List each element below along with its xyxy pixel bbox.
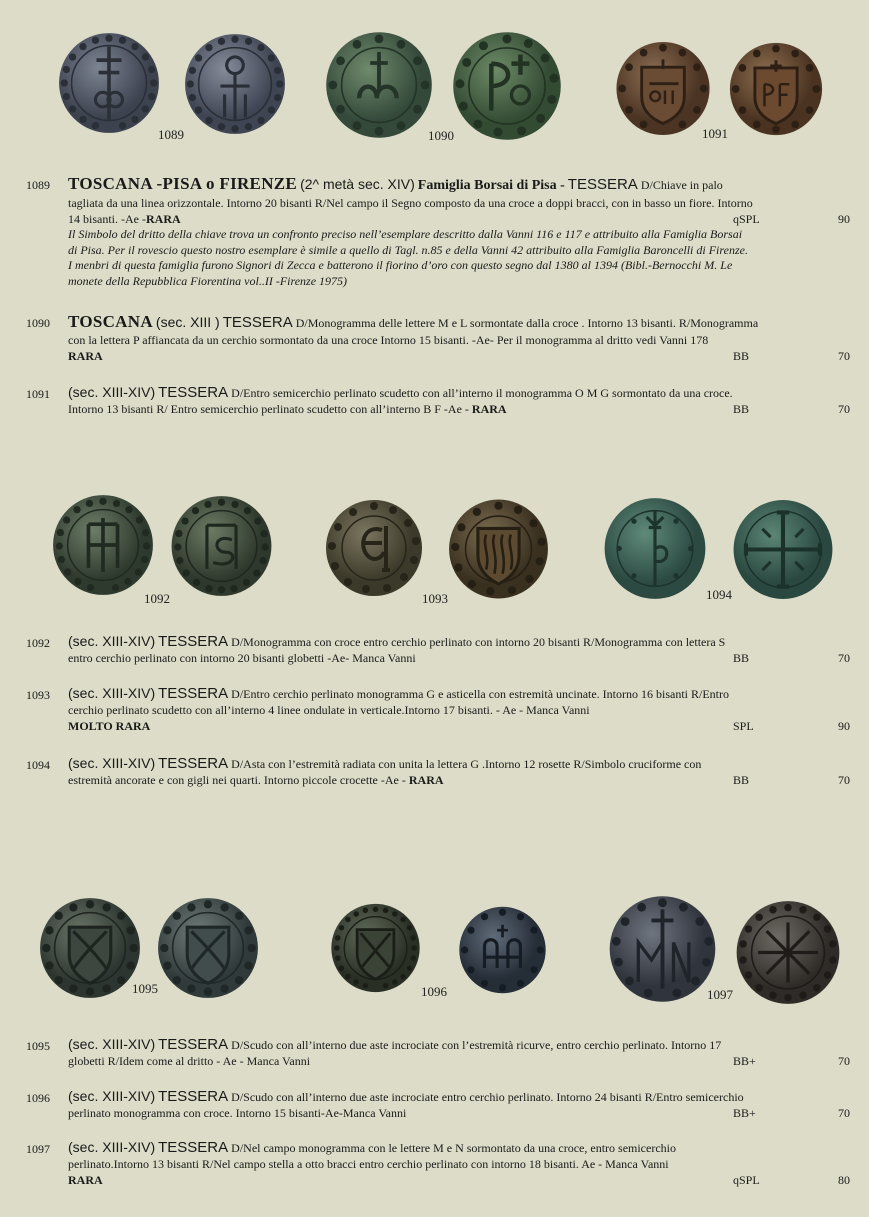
description-line-1: D/Nel campo monogramma con le lettere M e N sormontato da una croce, entro semicerchio <box>231 1141 676 1155</box>
price: 70 <box>838 651 850 665</box>
coin-lot-number: 1090 <box>428 128 454 143</box>
coin-lot-number: 1094 <box>706 587 732 602</box>
region-title: TOSCANA <box>68 312 153 331</box>
coin-image-1092-reverse <box>168 494 275 598</box>
description-line-2: estremità ancorate e con gigli nei quarti. Intorno piccole crocette -Ae - <box>68 773 406 787</box>
coin-image-1094-obverse <box>600 496 710 601</box>
lot-number: 1091 <box>26 387 50 401</box>
description-line-1: D/Monogramma con croce entro cerchio perlinato con intorno 20 bisanti R/Monogramma con lettera S <box>231 635 726 649</box>
price: 70 <box>838 402 850 416</box>
coin-image-1091-reverse <box>727 41 825 137</box>
lot-number: 1095 <box>26 1039 50 1053</box>
grade: BB+ <box>733 1054 756 1068</box>
period: (sec. XIII ) <box>155 314 220 330</box>
price: 70 <box>838 773 850 787</box>
description-line-2: tagliata da una linea orizzontale. Intorno 20 bisanti R/Nel campo il Segno composto da una croce a doppi bracci, con in basso un fiore. Intorno <box>68 196 753 210</box>
item-type: TESSERA <box>567 176 638 193</box>
coin-image-1096-obverse <box>328 902 423 994</box>
grade: BB <box>733 348 750 363</box>
description-line-1: D/Scudo con all’interno due aste incrociate entro cerchio perlinato. Intorno 24 bisanti R/Entro semicerchio <box>231 1090 744 1104</box>
coin-lot-number: 1089 <box>158 127 184 142</box>
item-type: TESSERA <box>158 384 229 401</box>
lot-number: 1090 <box>26 316 50 330</box>
description-line-3: 14 bisanti. -Ae - <box>68 211 146 226</box>
coin-image-1093-reverse <box>447 497 550 601</box>
coin-image-1093-obverse <box>323 498 425 598</box>
period: (sec. XIII-XIV) <box>68 1088 156 1104</box>
coin-image-1095-reverse <box>156 896 260 1000</box>
rarity: MOLTO RARA <box>68 718 151 733</box>
note-line-2: di Pisa. Per il rovescio questo nostro esemplare è simile a quello di Tagl. n.85 e della Vanni 42 attribuito alla Famiglia Baroncelli di Firenze. <box>68 242 748 257</box>
grade: qSPL <box>733 211 760 226</box>
coin-lot-number: 1091 <box>702 126 728 141</box>
coin-lot-number: 1092 <box>144 591 170 606</box>
grade: qSPL <box>733 1172 760 1187</box>
coin-lot-number: 1096 <box>421 984 447 999</box>
note-line-4: monete della Repubblica Fiorentina vol..II -Firenze 1975) <box>68 273 348 288</box>
coin-image-1096-reverse <box>455 905 550 995</box>
lot-number: 1096 <box>26 1091 50 1105</box>
rarity: RARA <box>68 348 103 363</box>
lot-number: 1094 <box>26 758 50 772</box>
period: (sec. XIII-XIV) <box>68 633 156 649</box>
item-type: TESSERA <box>158 685 229 702</box>
coin-image-1089-obverse <box>55 31 163 135</box>
grade: BB <box>733 402 750 416</box>
description-line-2: con la lettera P affiancata da un cerchio sormontato da una croce Intorno 15 bisanti. -Ae- Per il monogramma al dritto vedi Vanni 178 <box>68 333 709 347</box>
grade: BB <box>733 651 750 665</box>
rarity: RARA <box>68 1172 103 1187</box>
coin-image-1091-obverse <box>612 40 714 137</box>
lot-number: 1093 <box>26 688 50 702</box>
price: 70 <box>838 348 850 363</box>
region-title: TOSCANA -PISA o FIRENZE <box>68 174 298 193</box>
coin-image-1097-obverse <box>604 894 721 1004</box>
coin-image-1089-reverse <box>181 32 289 136</box>
coin-lot-number: 1097 <box>707 987 733 1002</box>
grade: BB+ <box>733 1106 756 1120</box>
lot-number: 1089 <box>26 178 50 192</box>
description-line-1: D/Asta con l’estremità radiata con unita la lettera G .Intorno 12 rosette R/Simbolo cruciforme con <box>231 757 702 771</box>
item-type: TESSERA <box>158 755 229 772</box>
note-line-3: I menbri di questa famiglia furono Signori di Zecca e batterono il fiorino d’oro con questo segno dal 1380 al 1394 (Bibl.-Bernocchi M. Le <box>68 258 733 272</box>
description-line-1: D/Monogramma delle lettere M e L sormontate dalla croce . Intorno 13 bisanti. R/Monogramma <box>295 316 759 330</box>
item-type: TESSERA <box>158 1036 229 1053</box>
coin-image-1095-obverse <box>38 896 142 1000</box>
coin-row-2 <box>0 488 869 608</box>
rarity: RARA <box>471 402 507 416</box>
description-line-2: cerchio perlinato scudetto con all’interno 4 linee ondulate in verticale.Intorno 17 bisanti. - Ae - Manca Vanni <box>68 703 590 717</box>
grade: SPL <box>733 718 754 733</box>
description-line-1: D/Entro semicerchio perlinato scudetto con all’interno il monogramma O M G sormontato da una croce. <box>231 386 733 400</box>
description-line-2: Intorno 13 bisanti R/ Entro semicerchio perlinato scudetto con all’interno B F -Ae - <box>68 402 469 416</box>
item-type: TESSERA <box>158 1088 229 1105</box>
description-line-1: D/Entro cerchio perlinato monogramma G e asticella con estremità uncinate. Intorno 16 bisanti R/Entro <box>231 687 730 701</box>
price: 90 <box>838 718 850 733</box>
period: (sec. XIII-XIV) <box>68 755 156 771</box>
lot-number: 1092 <box>26 636 50 650</box>
coin-row-1 <box>0 25 869 145</box>
coin-image-1097-reverse <box>733 899 843 1006</box>
coin-lot-number: 1095 <box>132 981 158 996</box>
coin-row-3 <box>0 890 869 1010</box>
period: (sec. XIII-XIV) <box>68 1139 156 1155</box>
grade: BB <box>733 773 750 787</box>
description-line-1: D/Scudo con all’interno due aste incrociate con l’estremità ricurve, entro cerchio perlinato. Intorno 17 <box>231 1038 722 1052</box>
item-type: TESSERA <box>158 1139 229 1156</box>
coin-image-1090-obverse <box>323 30 435 140</box>
period: (sec. XIII-XIV) <box>68 685 156 701</box>
item-type: TESSERA <box>222 314 293 331</box>
period: (2^ metà sec. XIV) <box>300 176 415 192</box>
period: (sec. XIII-XIV) <box>68 1036 156 1052</box>
coin-lot-number: 1093 <box>422 591 448 606</box>
coin-image-1094-reverse <box>728 498 838 601</box>
rarity: RARA <box>408 773 444 787</box>
description-line-2: perlinato monogramma con croce. Intorno 15 bisanti-Ae-Manca Vanni <box>68 1106 407 1120</box>
period: (sec. XIII-XIV) <box>68 384 156 400</box>
item-type: TESSERA <box>158 633 229 650</box>
description-line-2: globetti R/Idem come al dritto - Ae - Manca Vanni <box>68 1054 311 1068</box>
description-line-2: perlinato.Intorno 13 bisanti R/Nel campo stella a otto bracci entro cerchio perlinato con intorno 18 bisanti. Ae - Manca Vanni <box>68 1157 669 1171</box>
coin-image-1090-reverse <box>451 30 563 142</box>
coin-image-1092-obverse <box>49 493 157 597</box>
price: 90 <box>838 211 850 226</box>
price: 70 <box>838 1054 850 1068</box>
price: 70 <box>838 1106 850 1120</box>
description-line-1: D/Chiave in palo <box>640 178 723 192</box>
note-line-1: Il Simbolo del dritto della chiave trova un confronto preciso nell’esemplare descritto dalla Vanni 116 e 117 e attribuito alla Famiglia Borsai <box>68 227 743 241</box>
rarity: RARA <box>145 211 181 226</box>
family: Famiglia Borsai di Pisa - <box>417 178 565 193</box>
lot-number: 1097 <box>26 1142 50 1156</box>
price: 80 <box>838 1172 850 1187</box>
description-line-2: entro cerchio perlinato con intorno 20 bisanti globetti -Ae- Manca Vanni <box>68 651 416 665</box>
